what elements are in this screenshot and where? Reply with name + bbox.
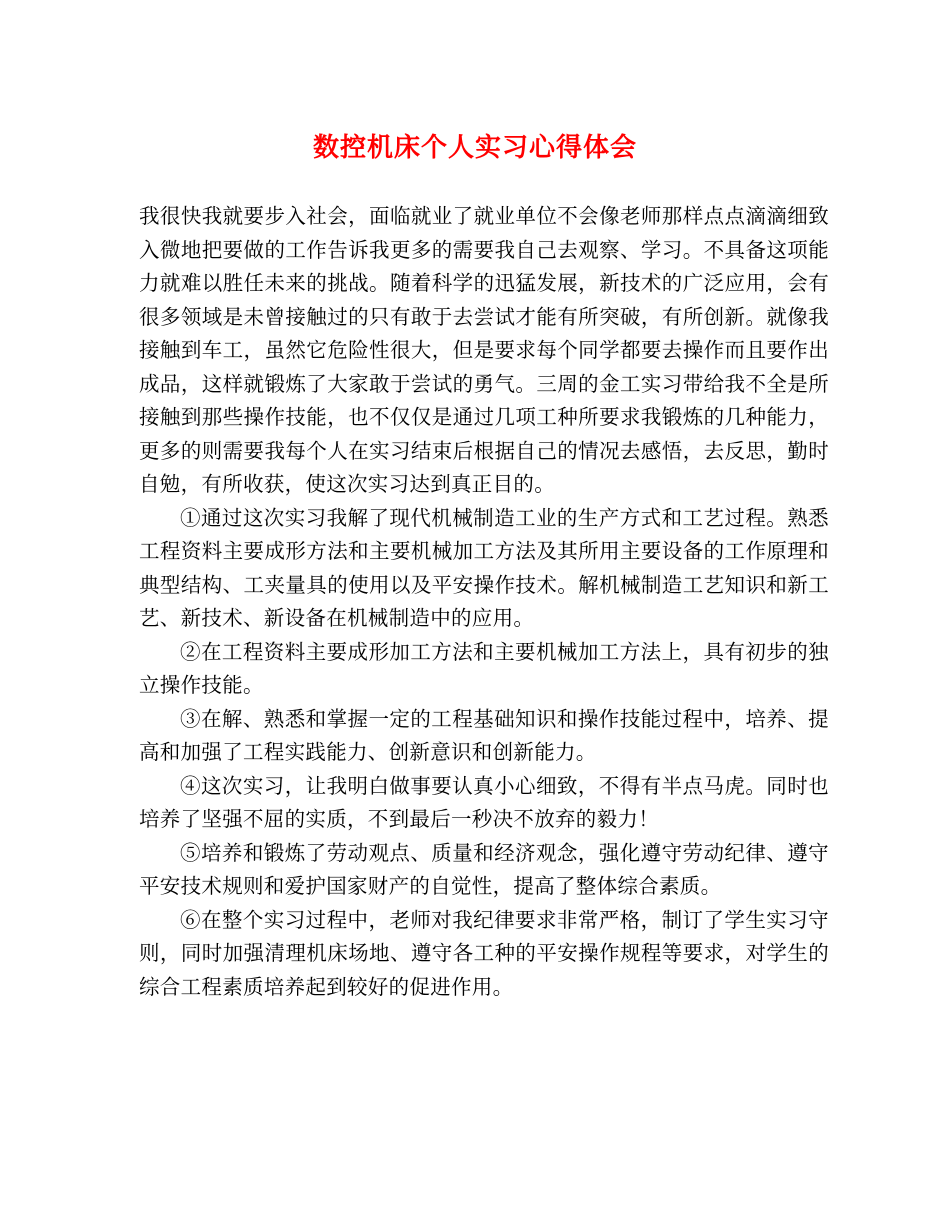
document-body xyxy=(139,200,829,1004)
point-paragraph-3: ③在解、熟悉和掌握一定的工程基础知识和操作技能过程中，培养、提高和加强了工程实践能力、创新意识和创新能力。 xyxy=(139,706,829,764)
point-paragraph-1: ①通过这次实习我解了现代机械制造工业的生产方式和工艺过程。熟悉工程资料主要成形方法和主要机械加工方法及其所用主要设备的工作原理和典型结构、工夹量具的使用以及平安操作技术。解机械制造工艺知识和新工艺、新技术、新设备在机械制造中的应用。 xyxy=(139,505,829,630)
point-paragraph-2: ②在工程资料主要成形加工方法和主要机械加工方法上，具有初步的独立操作技能。 xyxy=(139,639,829,697)
point-paragraph-6: ⑥在整个实习过程中，老师对我纪律要求非常严格，制订了学生实习守则，同时加强清理机床场地、遵守各工种的平安操作规程等要求，对学生的综合工程素质培养起到较好的促进作用。 xyxy=(139,907,829,999)
intro-paragraph: 我很快我就要步入社会，面临就业了就业单位不会像老师那样点点滴滴细致入微地把要做的工作告诉我更多的需要我自己去观察、学习。不具备这项能力就难以胜任未来的挑战。随着科学的迅猛发展，新技术的广泛应用，会有很多领域是未曾接触过的只有敢于去尝试才能有所突破，有所创新。就像我接触到车工，虽然它危险性很大，但是要求每个同学都要去操作而且要作出成品，这样就锻炼了大家敢于尝试的勇气。三周的金工实习带给我不全是所接触到那些操作技能，也不仅仅是通过几项工种所要求我锻炼的几种能力，更多的则需要我每个人在实习结束后根据自己的情况去感悟，去反思，勤时自勉，有所收获，使这次实习达到真正目的。 xyxy=(139,204,829,496)
point-paragraph-5: ⑤培养和锻炼了劳动观点、质量和经济观念，强化遵守劳动纪律、遵守平安技术规则和爱护国家财产的自觉性，提高了整体综合素质。 xyxy=(139,840,829,898)
document-title: 数控机床个人实习心得体会 xyxy=(312,133,637,163)
point-paragraph-4: ④这次实习，让我明白做事要认真小心细致，不得有半点马虎。同时也培养了坚强不屈的实质，不到最后一秒决不放弃的毅力！ xyxy=(139,773,829,831)
